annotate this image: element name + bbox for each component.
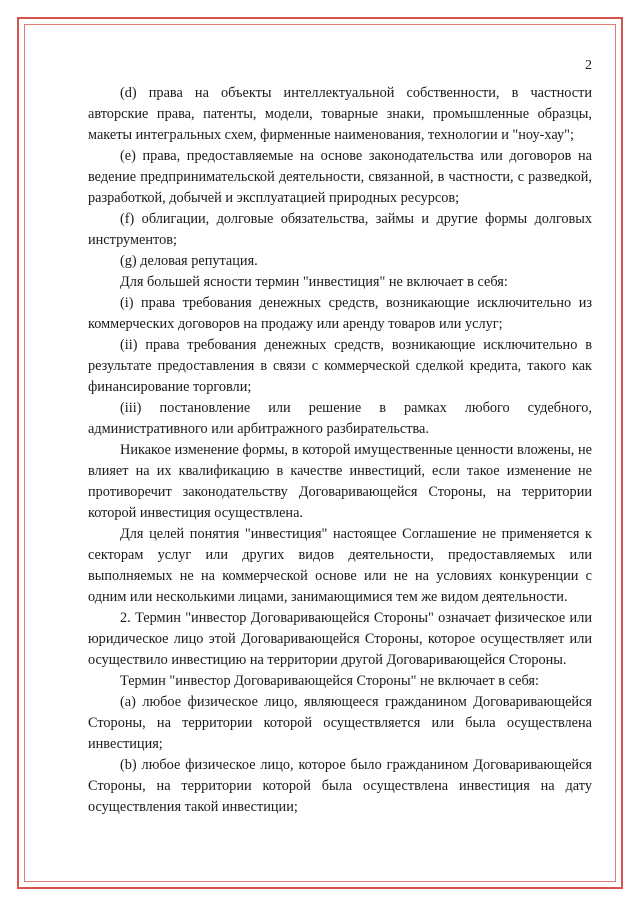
paragraph-investment-exclusions-intro: Для большей ясности термин "инвестиция" не включает в себя:: [120, 274, 508, 290]
paragraph-non-commercial-services: Для целей понятия "инвестиция" настоящее Соглашение не применяется к секторам услуг или других видов деятельности, предоставляемых или выполняемых не на коммерческой основе или не на условиях конкуренции с одним или несколькими лицами, занимающимися тем же видом деятельности.: [88, 526, 592, 605]
paragraph-f-debt-instruments: (f) облигации, долговые обязательства, займы и другие формы долговых инструментов;: [88, 211, 592, 248]
paragraph-g-goodwill: (g) деловая репутация.: [120, 253, 258, 269]
paragraph-investor-definition: 2. Термин "инвестор Договаривающейся Стороны" означает физическое или юридическое лицо этой Договаривающейся Стороны, которое осуществляет или осуществило инвестицию на территории другой Договаривающейся Стороны.: [88, 610, 592, 668]
paragraph-form-change: Никакое изменение формы, в которой имущественные ценности вложены, не влияет на их квалификацию в качестве инвестиций, если такое изменение не противоречит законодательству Договаривающейся Стороны, на территории которой инвестиция осуществлена.: [88, 442, 592, 521]
paragraph-e-concession-rights: (e) права, предоставляемые на основе законодательства или договоров на ведение предпринимательской деятельности, связанной, в частности, с разведкой, разработкой, добычей и эксплуатацией природных ресурсов;: [88, 148, 592, 206]
document-body: [88, 83, 592, 818]
page-number: 2: [585, 58, 592, 73]
paragraph-b-former-citizen: (b) любое физическое лицо, которое было гражданином Договаривающейся Стороны, на территории которой была осуществлена инвестиция на дату осуществления такой инвестиции;: [88, 757, 592, 815]
paragraph-investor-exclusions-intro: Термин "инвестор Договаривающейся Стороны" не включает в себя:: [120, 673, 539, 689]
paragraph-i-commercial-contracts: (i) права требования денежных средств, возникающие исключительно из коммерческих договоров на продажу или аренду товаров или услуг;: [88, 295, 592, 332]
paragraph-a-citizen: (a) любое физическое лицо, являющееся гражданином Договаривающейся Стороны, на территории которой осуществляется или была осуществлена инвестиция;: [88, 694, 592, 752]
paragraph-iii-judicial-decisions: (iii) постановление или решение в рамках любого судебного, административного или арбитражного разбирательства.: [88, 400, 592, 437]
paragraph-ii-trade-credit: (ii) права требования денежных средств, возникающие исключительно в результате предоставления в связи с коммерческой сделкой кредита, такого как финансирование торговли;: [88, 337, 592, 395]
paragraph-d-intellectual-property: (d) права на объекты интеллектуальной собственности, в частности авторские права, патенты, модели, товарные знаки, промышленные образцы, макеты интегральных схем, фирменные наименования, технологии и "ноу-хау";: [88, 85, 592, 143]
